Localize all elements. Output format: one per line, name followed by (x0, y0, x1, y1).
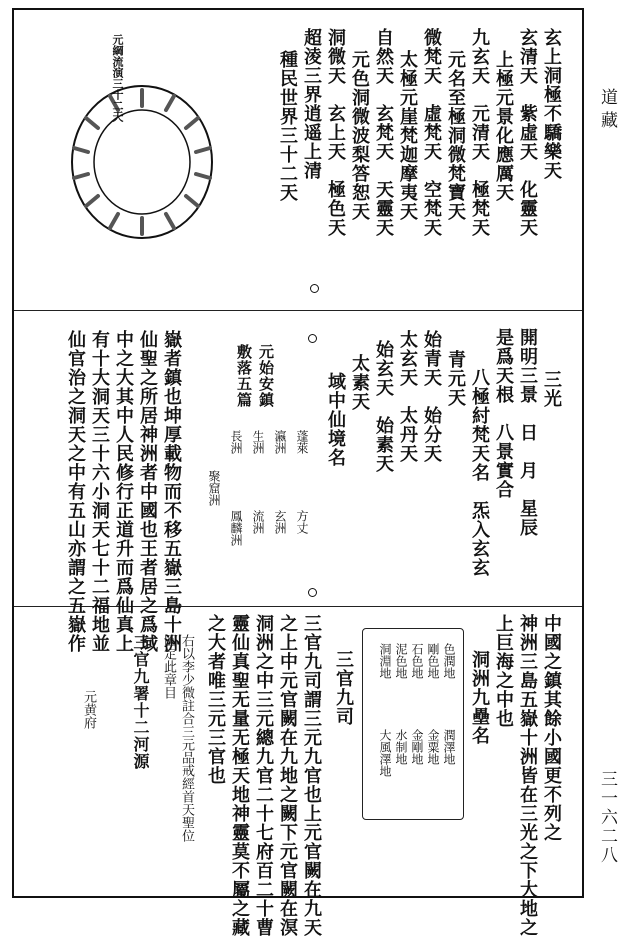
circle-marker (308, 588, 317, 597)
three-lights-line-2: 是爲天根 八景實合 (493, 328, 514, 499)
yue-text-line-3: 中之大其中人民修行正道升而爲仙真上 (113, 330, 134, 653)
yue-text-line-2: 仙聖之所居神洲者中國也王者居之爲域 (137, 330, 158, 653)
layer-item: 大風澤地 (378, 729, 392, 777)
officials-line-4: 靈仙真聖无量无極天地神靈莫不屬之藏 (229, 614, 250, 937)
page-frame (12, 8, 584, 937)
layer-item: 剛色地 (426, 643, 440, 679)
layer-item: 水制地 (394, 729, 408, 765)
juhai-line: 上巨海之中也 (493, 614, 514, 728)
nine-layers-title: 洞洲九壘名 (469, 650, 490, 745)
book-title: 道藏 (597, 88, 617, 134)
label-changzhou: 長洲 (229, 430, 243, 454)
nine-bureaus-title: 三官九署十二河源 (131, 634, 150, 770)
heaven-line-11: 超淩三界逍遥上清 (301, 28, 322, 180)
yue-text-line-1: 嶽者鎮也坤厚載物而不移五嶽三島十洲 (161, 330, 182, 653)
fuluo-wupian: 敷落五篇 (235, 344, 253, 408)
shixuan-heaven: 始玄天 始素天 (373, 340, 394, 473)
layer-item: 洞淵地 (378, 643, 392, 679)
nine-layers-box (362, 628, 464, 820)
yue-text-line-4: 有十大洞天三十六小洞天七十二福地並 (89, 330, 110, 653)
zhongguo-line: 中國之鎮其餘小國更不列之 (541, 614, 562, 842)
officials-line-2: 之上中元官闕在九地之闕下元官闕在溟 (277, 614, 298, 937)
label-fangzhang: 方丈 (295, 510, 309, 534)
three-officials-title: 三官九司 (333, 650, 354, 726)
heaven-line-3: 上極元景化應厲天 (493, 50, 514, 202)
label-liuzhou: 流洲 (251, 510, 265, 534)
heaven-line-4: 九玄天 元清天 極梵天 (469, 28, 490, 237)
yue-text-line-5: 仙官治之洞天之中有五山亦謂之五嶽作 (65, 330, 86, 653)
three-lights-line-3: 八極紂梵天名 炁入玄玄 (469, 368, 490, 577)
circle-marker (308, 334, 317, 343)
yuanshi-anzhen: 元始安鎮 (257, 344, 275, 408)
three-lights-line-1: 開明三景 日 月 星辰 (517, 328, 538, 537)
taisu-heaven: 太素天 (349, 354, 370, 411)
section-divider-1 (14, 310, 582, 311)
immortal-realm-title: 域中仙境名 (325, 372, 346, 467)
label-jukuzhou: 聚窟洲 (207, 470, 221, 506)
heaven-line-10: 洞微天 玄上天 極色天 (325, 28, 346, 237)
layer-item: 金剛地 (410, 729, 424, 765)
layer-item: 色潤地 (442, 643, 456, 679)
circle-marker (310, 284, 319, 293)
label-shengzhou: 生洲 (251, 430, 265, 454)
layer-item: 泥色地 (394, 643, 408, 679)
taixuan-heaven: 太玄天 太丹天 (397, 330, 418, 463)
layer-item: 石色地 (410, 643, 424, 679)
heaven-line-7: 太極元崖梵迦摩夷天 (397, 50, 418, 221)
qingyuan-heaven: 青元天 (445, 350, 466, 407)
heaven-line-6: 微梵天 虛梵天 空梵天 (421, 28, 442, 237)
ring-title: 元綱流演三十二天 (111, 34, 124, 122)
shenzhou-line: 神洲三島五嶽十洲皆在三光之下大地之 (517, 614, 538, 937)
label-fenglinzhou: 鳳麟洲 (229, 510, 243, 546)
officials-line-1: 三官九司謂三元九官也上元官闕在九天 (301, 614, 322, 937)
label-penglai: 蓬萊 (295, 430, 309, 454)
heaven-line-12: 種民世界三十二天 (277, 50, 298, 202)
yuanhuang-fu: 元黄府 (81, 690, 96, 729)
commentary-note-1: 右以李少微註合三元品戒經首天聖位 (179, 634, 194, 842)
heavens-ring-diagram (62, 44, 222, 244)
label-xuanzhou: 玄洲 (273, 510, 287, 534)
page-number: 三一六二八 (597, 770, 617, 865)
heaven-line-9: 元色洞微波梨答恕天 (349, 50, 370, 221)
heaven-line-1: 玄上洞極不驕樂天 (541, 28, 562, 180)
heaven-line-8: 自然天 玄梵天 天靈天 (373, 28, 394, 237)
heaven-line-5: 元名至極洞微梵寶天 (445, 50, 466, 221)
officials-line-3: 洞洲之中三元總九官二十七府百二十曹 (253, 614, 274, 937)
commentary-note-2: 因定此章目 (161, 634, 176, 699)
heaven-line-2: 玄清天 紫虛天 化靈天 (517, 28, 538, 237)
label-yingzhou: 瀛洲 (273, 430, 287, 454)
three-lights-heading: 三光 (541, 370, 562, 408)
layer-item: 潤澤地 (442, 729, 456, 765)
shiqing-heaven: 始青天 始分天 (421, 330, 442, 463)
layer-item: 金粟地 (426, 729, 440, 765)
officials-line-5: 之大者唯三元三官也 (205, 614, 226, 785)
